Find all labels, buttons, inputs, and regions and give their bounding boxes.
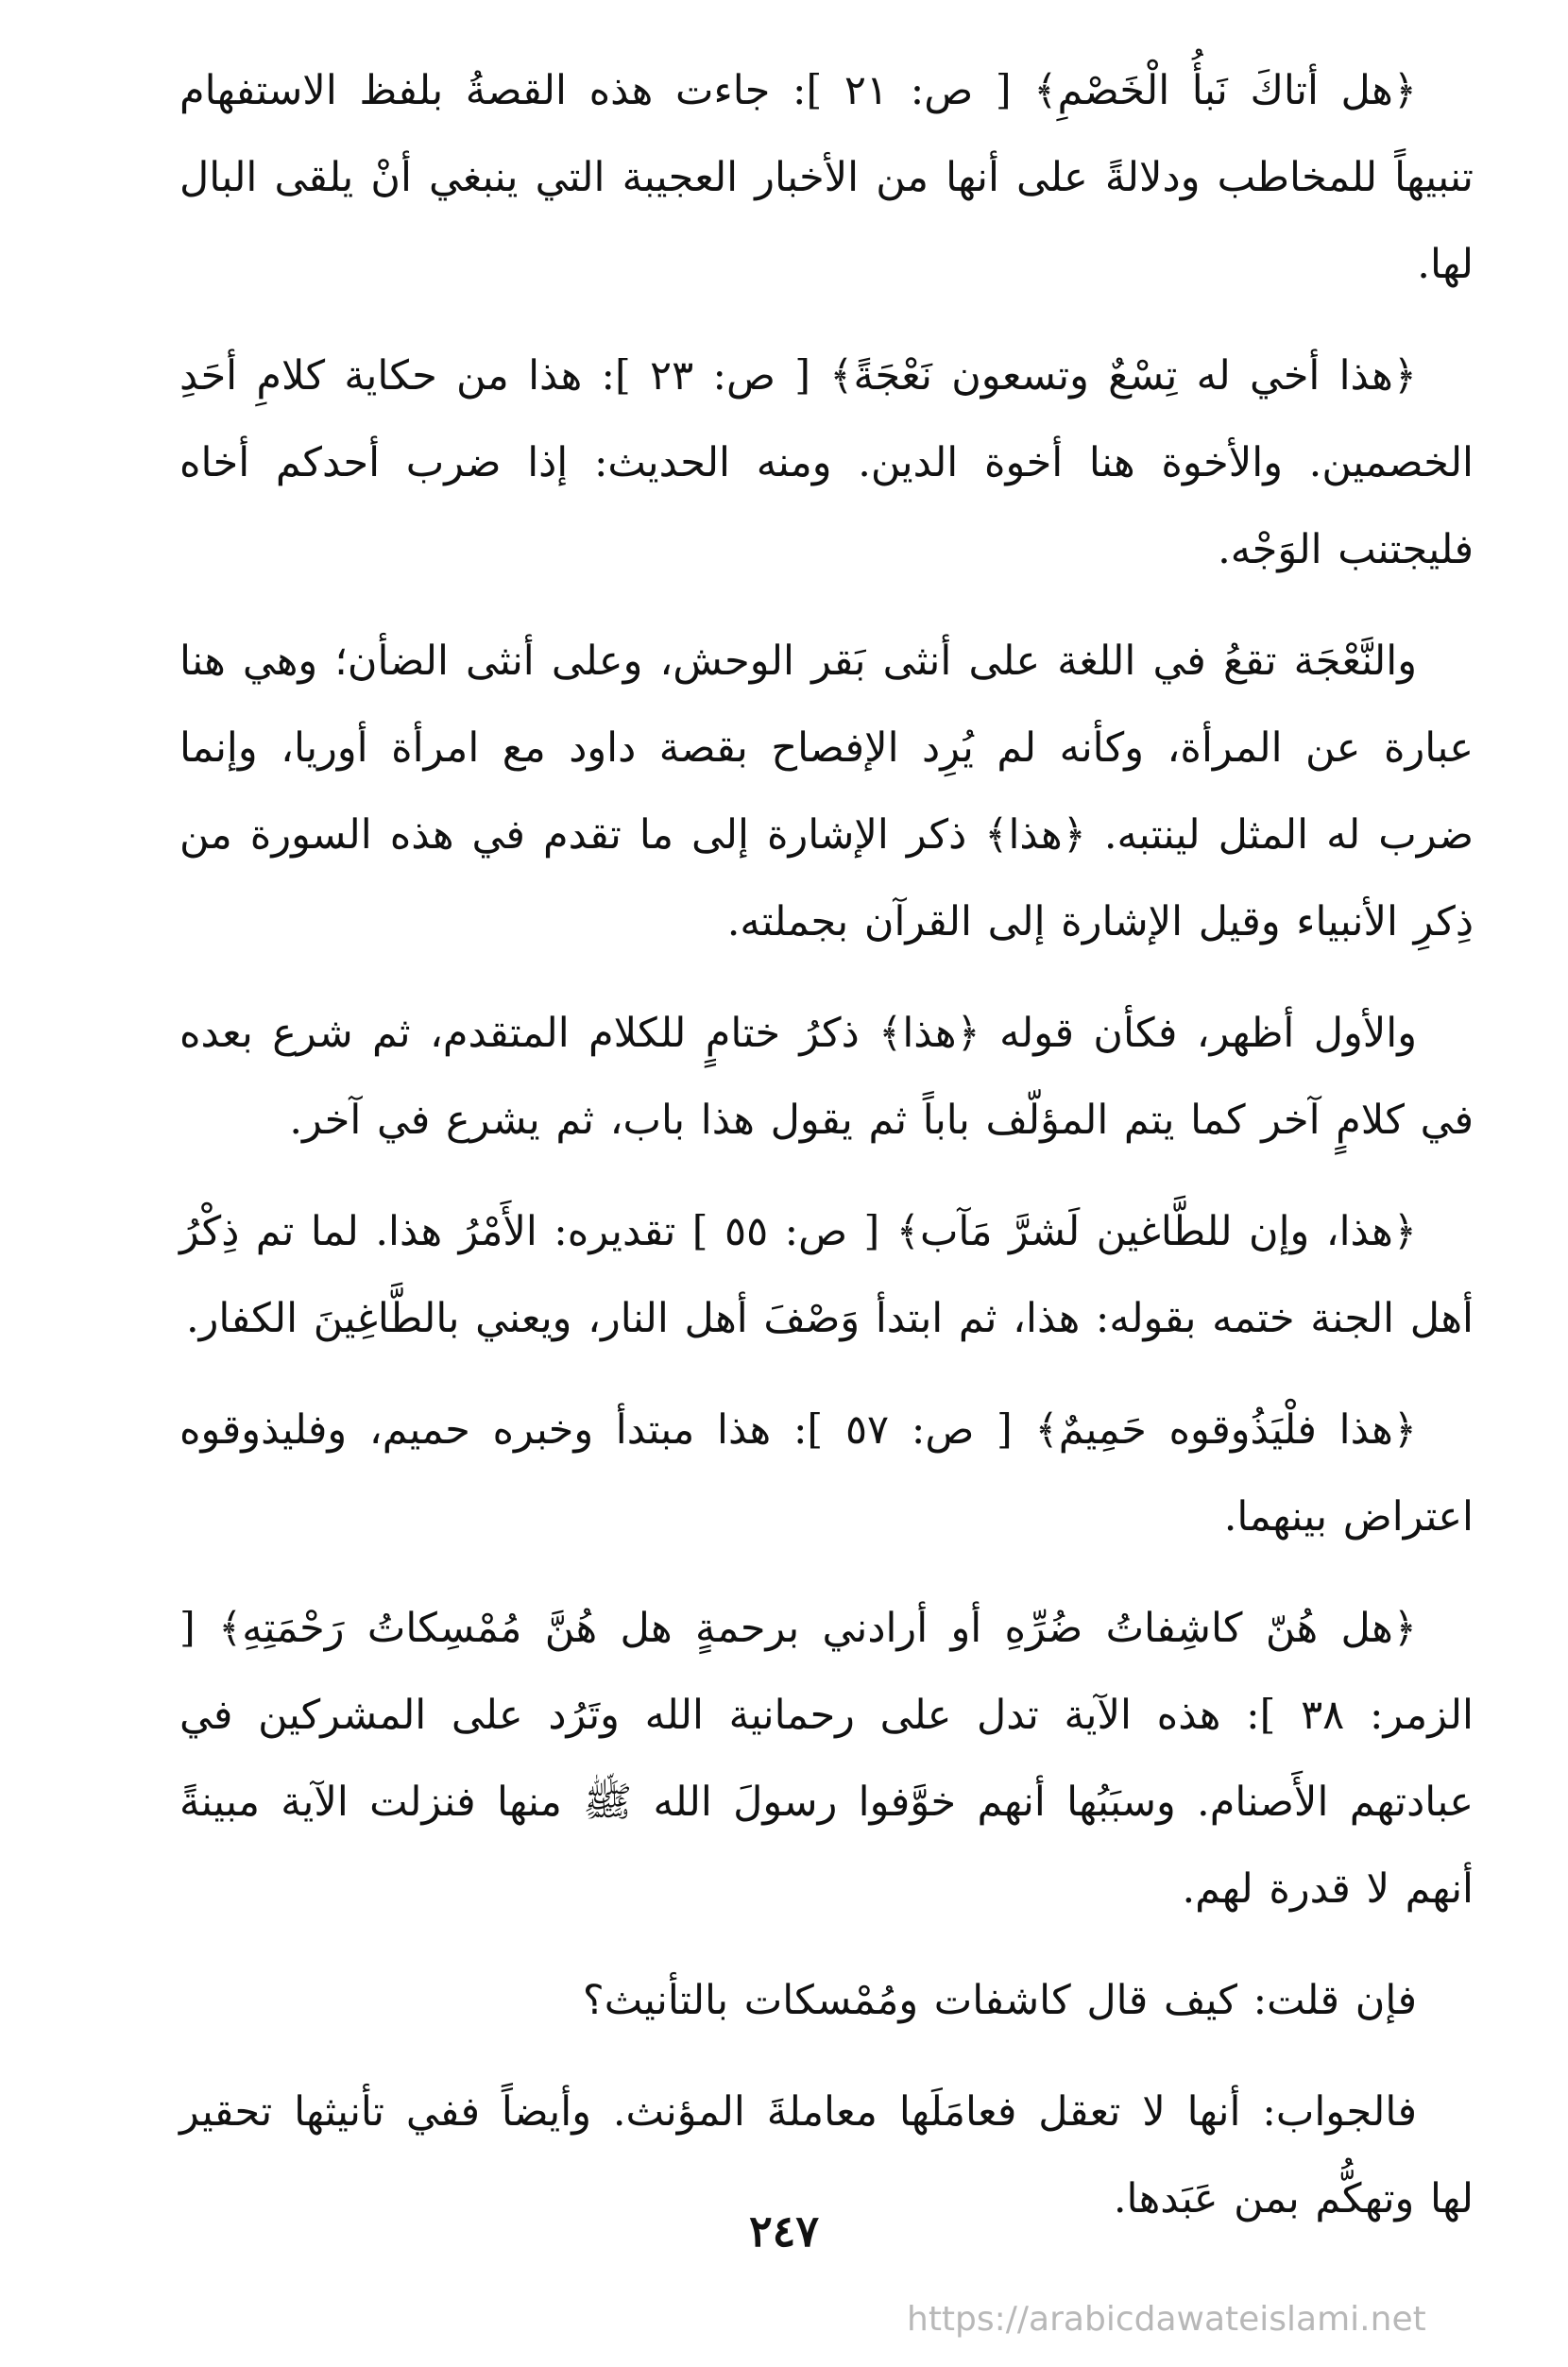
paragraph-7: ﴿هل هُنّ كاشِفاتُ ضُرِّهِ أو أرادني برحمةٍ هل هُنَّ مُمْسِكاتُ رَحْمَتِهِ﴾ [ الزمر: ٣٨ ]: هذه الآية تدل على رحمانية الله وتَرُد على المشركين في عبادتهم الأَصنام. وسبَبُها أنهم خوَّفوا رسولَ الله ﷺ منها فنزلت الآية مبينةً أنهم لا قدرة لهم.: [179, 1605, 1474, 1913]
document-page: [179, 47, 1474, 2222]
paragraph-2: ﴿هذا أخي له تِسْعٌ وتسعون نَعْجَةً﴾ [ ص: ٢٣ ]: هذا من حكاية كلامِ أحَدِ الخصمين. والأخوة هنا أخوة الدين. ومنه الحديث: إذا ضرب أحدكم أخاه فليجتنب الوَجْه.: [179, 352, 1474, 573]
page-number: ٢٤٧: [748, 2205, 820, 2256]
paragraph-1: ﴿هل أتاكَ نَبأُ الْخَصْمِ﴾ [ ص: ٢١ ]: جاءت هذه القصةُ بلفظ الاستفهام تنبيهاً للمخاطب ودلالةً على أنها من الأخبار العجيبة التي ينبغي أنْ يلقى البال لها.: [179, 67, 1474, 288]
paragraph-3: والنَّعْجَة تقعُ في اللغة على أنثى بَقر الوحش، وعلى أنثى الضأن؛ وهي هنا عبارة عن المرأة، وكأنه لم يُرِد الإفصاح بقصة داود مع امرأة أوريا، وإنما ضرب له المثل لينتبه. ﴿هذا﴾ ذكر الإشارة إلى ما تقدم في هذه السورة من ذِكرِ الأنبياء وقيل الإشارة إلى القرآن بجملته.: [179, 638, 1474, 945]
paragraph-5: ﴿هذا، وإن للطَّاغين لَشرَّ مَآب﴾ [ ص: ٥٥ ] تقديره: الأَمْرُ هذا. لما تم ذِكْرُ أهل الجنة ختمه بقوله: هذا، ثم ابتدأ وَصْفَ أهل النار، ويعني بالطَّاغِينَ الكفار.: [179, 1208, 1474, 1342]
paragraph-9: فالجواب: أنها لا تعقل فعامَلَها معاملةَ المؤنث. وأيضاً ففي تأنيثها تحقير لها وتهكُّم بمن عَبَدها.: [179, 2088, 1474, 2222]
paragraph-4: والأول أظهر، فكأن قوله ﴿هذا﴾ ذكرُ ختامٍ للكلام المتقدم، ثم شرع بعده في كلامٍ آخر كما يتم المؤلّف باباً ثم يقول هذا باب، ثم يشرع في آخر.: [179, 1010, 1474, 1144]
paragraph-6: ﴿هذا فلْيَذُوقوه حَمِيمٌ﴾ [ ص: ٥٧ ]: هذا مبتدأ وخبره حميم، وفليذوقوه اعتراض بينهما.: [179, 1406, 1474, 1541]
paragraph-8: فإن قلت: كيف قال كاشفات ومُمْسكات بالتأنيث؟: [582, 1977, 1417, 2024]
watermark-url: https://arabicdawateislami.net: [907, 2300, 1426, 2339]
